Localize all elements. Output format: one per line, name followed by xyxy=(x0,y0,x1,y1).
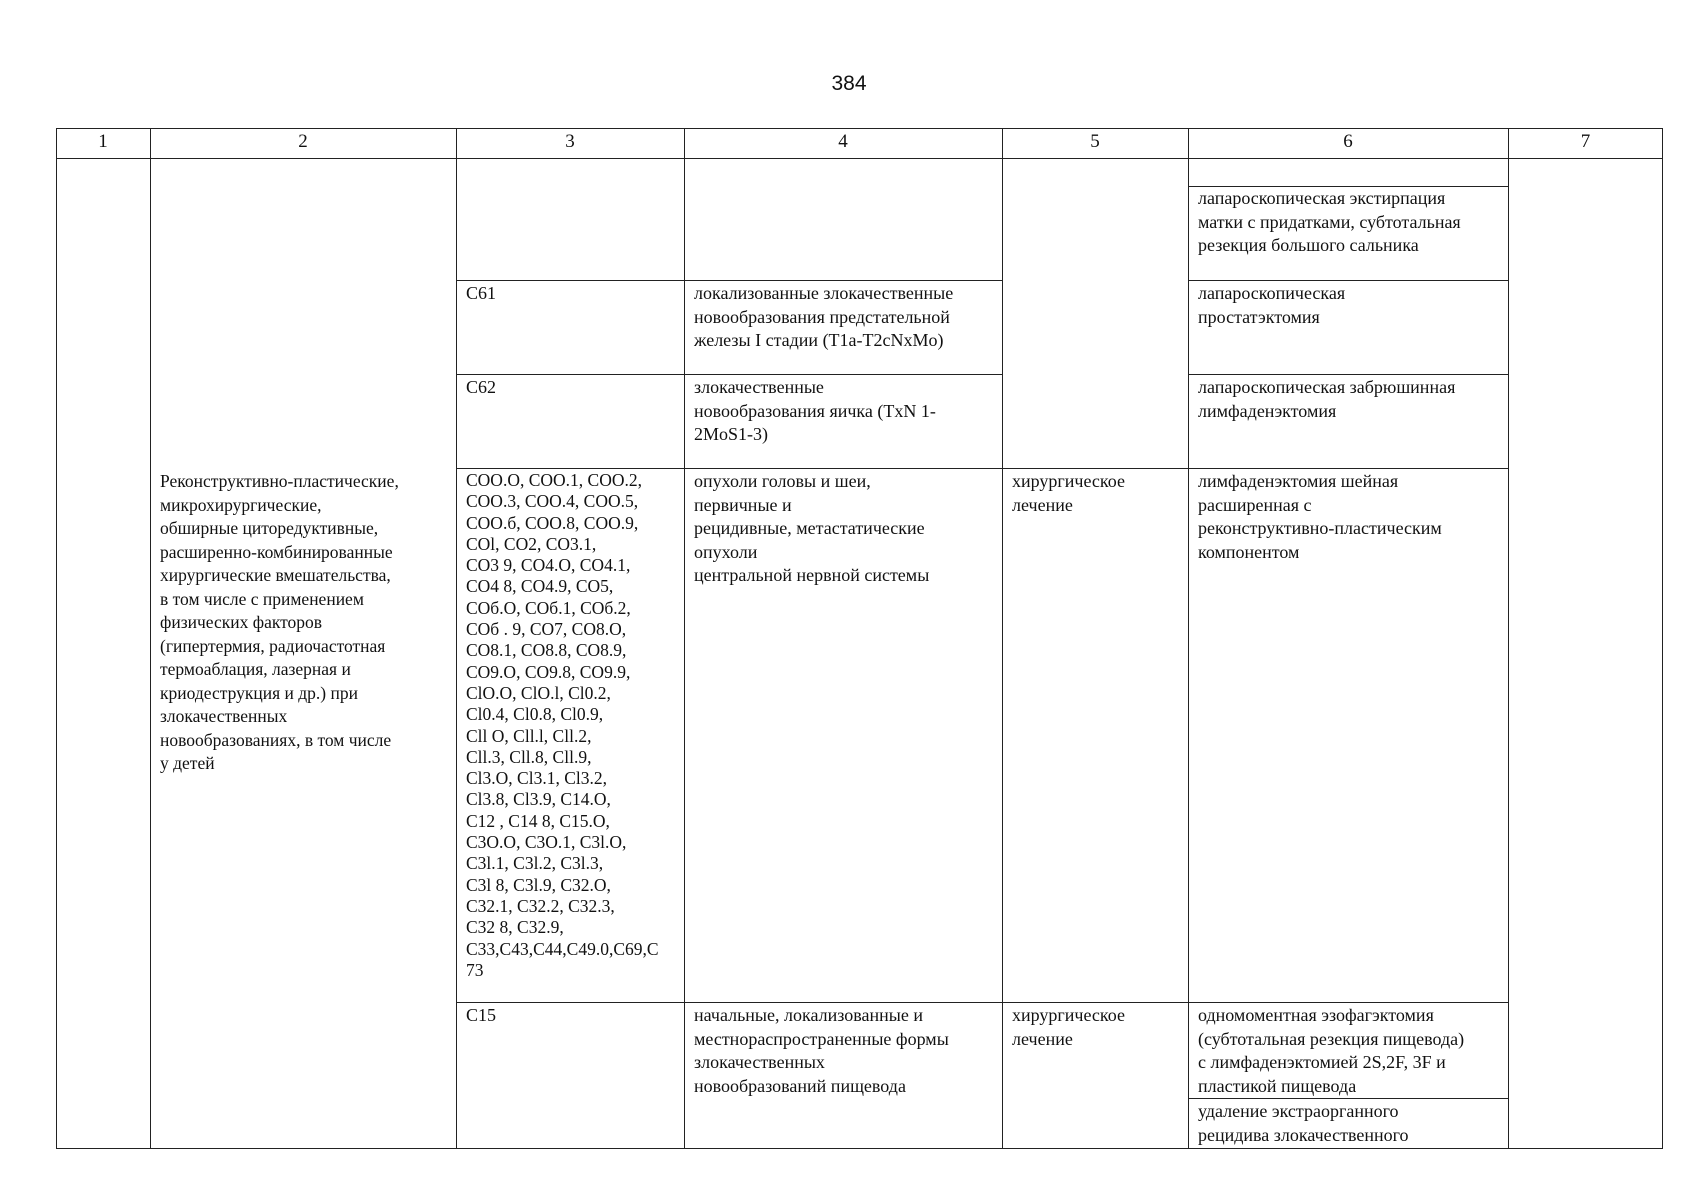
row-divider xyxy=(1188,280,1508,281)
row-divider xyxy=(456,280,1002,281)
row-divider xyxy=(456,468,1508,469)
column-header-6: 6 xyxy=(1343,131,1353,152)
column-header-5: 5 xyxy=(1090,131,1100,152)
medical-care-table xyxy=(56,128,1663,1149)
method-cell: лапароскопическая простатэктомия xyxy=(1198,283,1346,327)
table-bottom-border xyxy=(56,1148,1663,1149)
row-divider xyxy=(456,374,1002,375)
column-divider xyxy=(150,128,151,1149)
column-divider xyxy=(456,128,457,1149)
row-divider xyxy=(1188,1098,1508,1099)
icd-codes-cell: COO.O, COO.1, COO.2, COO.3, COO.4, COO.5, COO.б, COO.8, COO.9, COl, CO2, CO3.1, CO3 9, CO4.O, CO4.1, CO4 8, CO4.9, CO5, COб.O, COб.1, COб.2, COб . 9, CO7, CO8.O, CO8.1, CO8.8, CO8.9, CO9.O, CO9.8, CO9.9, ClO.O, ClO.l, Cl0.2, Cl0.4, Cl0.8, Cl0.9, Cll O, Cll.l, Cll.2, Cll.3, Cll.8, Cll.9, Cl3.O, Cl3.1, Cl3.2, Cl3.8, Cl3.9, C14.O, C12 , C14 8, C15.O, C3O.O, C3O.1, C3l.O, C3l.1, C3l.2, C3l.3, C3l 8, C3l.9, C32.O, C32.1, C32.2, C32.3, C32 8, C32.9, C33,C43,C44,C49.0,C69,C 73 xyxy=(466,470,659,980)
method-cell: удаление экстраорганного рецидива злокачественного xyxy=(1198,1101,1409,1145)
column-header-2: 2 xyxy=(298,131,308,152)
column-divider xyxy=(1188,128,1189,1149)
page-number: 384 xyxy=(831,72,867,95)
column-divider xyxy=(1002,128,1003,1149)
column-header-7: 7 xyxy=(1580,131,1591,152)
table-right-border xyxy=(1662,128,1663,1149)
patient-model-cell: начальные, локализованные и местнораспространенные формы злокачественных новообразований пищевода xyxy=(694,1005,949,1096)
column-divider xyxy=(1508,128,1509,1149)
column-header-1: 1 xyxy=(98,131,108,152)
header-bottom-border xyxy=(56,158,1663,159)
care-type-cell: Реконструктивно-пластические, микрохирургические, обширные циторедуктивные, расширенно-комбинированные хирургические вмешательства, в том числе с применением физических факторов (гипертермия, радиочастотная термоаблация, лазерная и криодеструкция и др.) при злокачественных новообразованиях, в том числе у детей xyxy=(160,471,399,773)
method-cell: лимфаденэктомия шейная расширенная с реконструктивно-пластическим компонентом xyxy=(1198,471,1442,562)
treatment-type-cell: хирургическое лечение xyxy=(1012,471,1125,515)
column-header-3: 3 xyxy=(565,131,575,152)
table-left-border xyxy=(56,128,57,1149)
method-cell: одномоментная эзофагэктомия (субтотальная резекция пищевода) с лимфаденэктомией 2S,2F, 3F и пластикой пищевода xyxy=(1198,1005,1465,1096)
patient-model-cell: локализованные злокачественные новообразования предстательной железы I стадии (T1a-T2cNxMo) xyxy=(694,283,954,350)
treatment-type-cell: хирургическое лечение xyxy=(1012,1005,1125,1049)
icd-codes-cell: C15 xyxy=(466,1005,497,1025)
icd-codes-cell: C61 xyxy=(466,283,497,303)
column-divider xyxy=(684,128,685,1149)
patient-model-cell: злокачественные новообразования яичка (TxN 1- 2MoS1-3) xyxy=(694,377,936,444)
patient-model-cell: опухоли головы и шеи, первичные и рецидивные, метастатические опухоли центральной нервной системы xyxy=(694,471,930,585)
column-header-4: 4 xyxy=(838,131,848,152)
row-divider xyxy=(456,1002,1508,1003)
icd-codes-cell: C62 xyxy=(466,377,497,397)
row-divider xyxy=(1188,374,1508,375)
method-cell: лапароскопическая забрюшинная лимфаденэктомия xyxy=(1198,377,1456,421)
method-cell: лапароскопическая экстирпация матки с придатками, субтотальная резекция большого сальника xyxy=(1198,188,1461,255)
